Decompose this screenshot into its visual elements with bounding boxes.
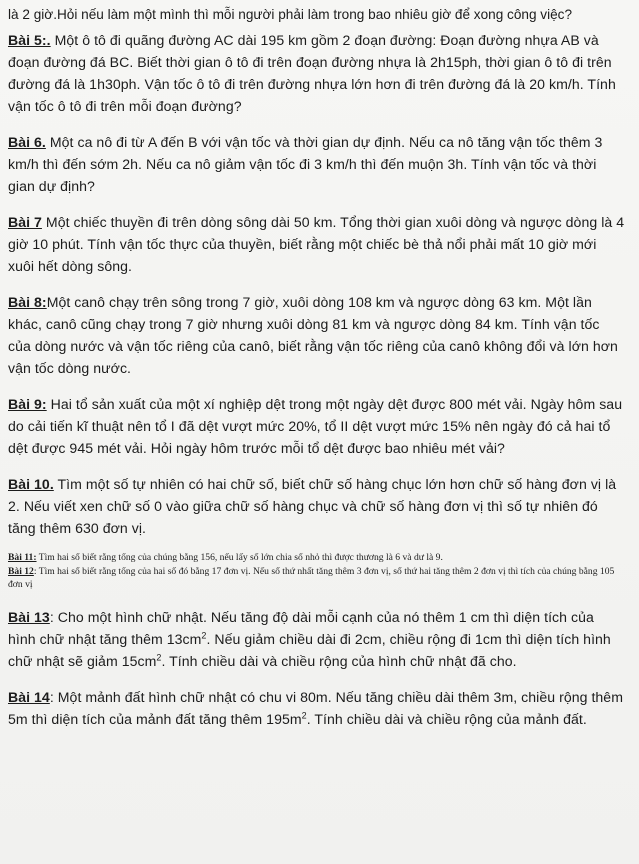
problem-9-label: Bài 9: [8,396,47,412]
intro-text: là 2 giờ.Hỏi nếu làm một mình thì mỗi người phải làm trong bao nhiêu giờ để xong công việc? [8,7,573,22]
problem-11-text: Tìm hai số biết rằng tổng của chúng bằng 156, nếu lấy số lớn chia số nhỏ thì được thương là 6 và dư là 9. [36,552,443,563]
problem-13-sup-1: 2 [201,629,207,640]
problem-14-sup: 2 [301,709,307,720]
problem-6 [8,131,625,197]
problem-13-sup-2: 2 [156,651,162,662]
problem-6-label: Bài 6. [8,134,46,150]
problem-10 [8,473,625,539]
problem-13-text-3: . Tính chiều dài và chiều rộng của hình chữ nhật đã cho. [161,652,517,669]
problem-14-text-2: . Tính chiều dài và chiều rộng của mảnh đất. [306,710,587,727]
problem-14-text-1: : Một mảnh đất hình chữ nhật có chu vi 80m. Nếu tăng chiều dài thêm 3m, chiều rộng thêm 5m thì diện tích của mảnh đất tăng thêm 195m [8,688,623,727]
problem-14-label: Bài 14 [8,688,50,705]
problem-13 [8,606,625,672]
problem-9-text: Hai tổ sản xuất của một xí nghiệp dệt trong một ngày dệt được 800 mét vải. Ngày hôm sau do cải tiến kĩ thuật nên tổ I đã dệt vượt mức 20%, tổ II dệt vượt mức 15% nên ngày đó cả hai tổ dệt được 945 mét vải. Hỏi ngày hôm trước mỗi tổ dệt được bao nhiêu mét vải? [8,396,623,456]
problem-8 [8,291,625,379]
problem-7-label: Bài 7 [8,214,42,230]
problem-6-text: Một ca nô đi từ A đến B với vận tốc và thời gian dự định. Nếu ca nô tăng vận tốc thêm 3 km/h thì đến sớm 2h. Nếu ca nô giảm vận tốc đi 3 km/h thì đến muộn 3h. Tính vận tốc và thời gian dự định? [8,134,603,194]
problem-10-label: Bài 10. [8,476,54,492]
problem-7-text: Một chiếc thuyền đi trên dòng sông dài 50 km. Tổng thời gian xuôi dòng và ngược dòng là 4 giờ 10 phút. Tính vận tốc thực của thuyền, biết rằng một chiếc bè thả nổi phải mất 10 giờ mới xuôi hết dòng sông. [8,214,625,274]
problem-8-label: Bài 8: [8,294,47,310]
problem-12 [8,565,625,592]
problem-5-text: Một ô tô đi quãng đường AC dài 195 km gồm 2 đoạn đường: Đoạn đường nhựa AB và đoạn đường đá BC. Biết thời gian ô tô đi trên đoạn đường nhựa là 2h15ph, thời gian ô tô đi trên đường đá là 1h30ph. Vận tốc ô tô đi trên đường nhựa lớn hơn đi trên đường đá là 20 km/h. Tính vận tốc ô tô đi trên mỗi đoạn đường? [8,32,616,114]
problem-13-label: Bài 13 [8,608,50,625]
problem-14 [8,686,625,730]
problem-11-label: Bài 11: [8,552,37,563]
problem-5-label: Bài 5:. [8,32,51,48]
problem-5 [8,29,625,117]
problem-10-text: Tìm một số tự nhiên có hai chữ số, biết chữ số hàng chục lớn hơn chữ số hàng đơn vị là 2. Nếu viết xen chữ số 0 vào giữa chữ số hàng chục và chữ số hàng đơn vị thì số tự nhiên đó tăng thêm 630 đơn vị. [8,476,617,536]
problem-8-text: Một canô chạy trên sông trong 7 giờ, xuôi dòng 108 km và ngược dòng 63 km. Một lần khác, canô cũng chạy trong 7 giờ nhưng xuôi dòng 81 km và ngược dòng 84 km. Tính vận tốc của dòng nước và vận tốc riêng của canô, biết rằng vận tốc riêng của canô không đổi và lớn hơn vận tốc dòng nước. [8,294,618,376]
problem-12-label: Bài 12 [8,565,34,577]
problem-13-text-1: : Cho một hình chữ nhật. Nếu tăng độ dài mỗi cạnh của nó thêm 1 cm thì diện tích của hình chữ nhật tăng thêm 13cm [8,608,594,647]
problem-11 [8,551,625,565]
problem-7 [8,211,625,277]
problem-12-text: : Tìm hai số biết rằng tổng của hai số đó bằng 17 đơn vị. Nếu số thứ nhất tăng thêm 3 đơn vị, số thứ hai tăng thêm 2 đơn vị thì tích của chúng bằng 105 đơn vị [8,565,615,590]
problem-9 [8,393,625,459]
problem-13-text-2: . Nếu giảm chiều dài đi 2cm, chiều rộng đi 1cm thì diện tích hình chữ nhật sẽ giảm 15cm [8,630,611,669]
